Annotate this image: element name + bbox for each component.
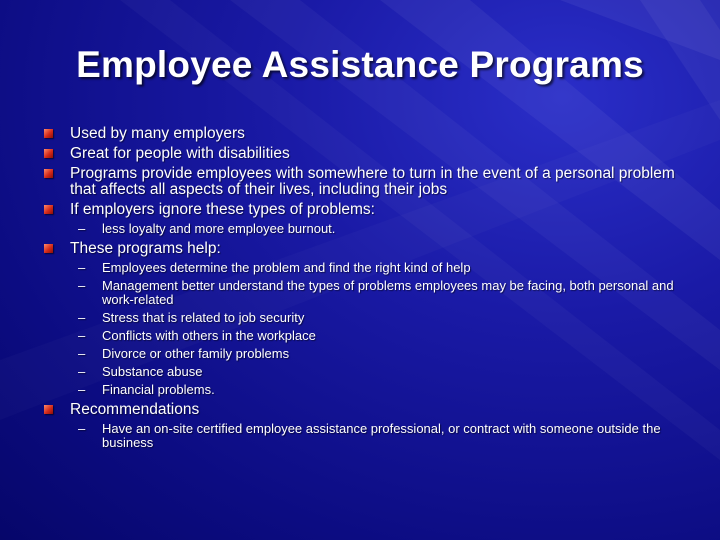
square-bullet-icon bbox=[44, 129, 53, 138]
bullet-text: Programs provide employees with somewhere to turn in the event of a personal problem that affects all aspects of their lives, including their jobs bbox=[70, 165, 675, 198]
sub-bullet-item bbox=[44, 329, 694, 343]
bullet-item bbox=[44, 126, 694, 142]
sub-bullet-text: Financial problems. bbox=[102, 382, 215, 397]
sub-bullet-item bbox=[44, 347, 694, 361]
square-bullet-icon bbox=[44, 205, 53, 214]
dash-bullet-icon: – bbox=[78, 278, 86, 293]
bullet-item bbox=[44, 146, 694, 162]
dash-bullet-icon: – bbox=[78, 346, 86, 361]
sub-bullet-text: Divorce or other family problems bbox=[102, 346, 290, 361]
sub-bullet-item bbox=[44, 261, 694, 275]
square-bullet-icon bbox=[44, 149, 53, 158]
sub-bullet-item bbox=[44, 311, 694, 325]
sub-bullet-item bbox=[44, 279, 694, 307]
bullet-text: Recommendations bbox=[70, 401, 200, 418]
bullet-item bbox=[44, 166, 694, 198]
sub-bullet-item bbox=[44, 365, 694, 379]
dash-bullet-icon: – bbox=[78, 260, 86, 275]
square-bullet-icon bbox=[44, 244, 53, 253]
dash-bullet-icon: – bbox=[78, 221, 86, 236]
dash-bullet-icon: – bbox=[78, 328, 86, 343]
bullet-item bbox=[44, 202, 694, 218]
sub-bullet-text: Substance abuse bbox=[102, 364, 203, 379]
dash-bullet-icon: – bbox=[78, 364, 86, 379]
bullet-text: If employers ignore these types of problems: bbox=[70, 201, 375, 218]
sub-bullet-item bbox=[44, 383, 694, 397]
dash-bullet-icon: – bbox=[78, 421, 86, 436]
bullet-list bbox=[44, 126, 694, 455]
bullet-text: These programs help: bbox=[70, 240, 221, 257]
bullet-text: Great for people with disabilities bbox=[70, 145, 290, 162]
square-bullet-icon bbox=[44, 169, 53, 178]
sub-bullet-text: less loyalty and more employee burnout. bbox=[102, 221, 336, 236]
sub-bullet-list bbox=[44, 422, 694, 450]
bullet-item bbox=[44, 241, 694, 257]
dash-bullet-icon: – bbox=[78, 310, 86, 325]
sub-bullet-text: Conflicts with others in the workplace bbox=[102, 328, 316, 343]
sub-bullet-text: Employees determine the problem and find the right kind of help bbox=[102, 260, 471, 275]
sub-bullet-text: Have an on-site certified employee assistance professional, or contract with someone outside the business bbox=[102, 421, 661, 450]
sub-bullet-item bbox=[44, 422, 694, 450]
bullet-item bbox=[44, 402, 694, 418]
square-bullet-icon bbox=[44, 405, 53, 414]
sub-bullet-text: Management better understand the types of problems employees may be facing, both personal and work-related bbox=[102, 278, 674, 307]
sub-bullet-list bbox=[44, 261, 694, 397]
sub-bullet-text: Stress that is related to job security bbox=[102, 310, 305, 325]
sub-bullet-list bbox=[44, 222, 694, 236]
dash-bullet-icon: – bbox=[78, 382, 86, 397]
slide-title: Employee Assistance Programs bbox=[76, 44, 644, 85]
bullet-text: Used by many employers bbox=[70, 125, 245, 142]
sub-bullet-item bbox=[44, 222, 694, 236]
